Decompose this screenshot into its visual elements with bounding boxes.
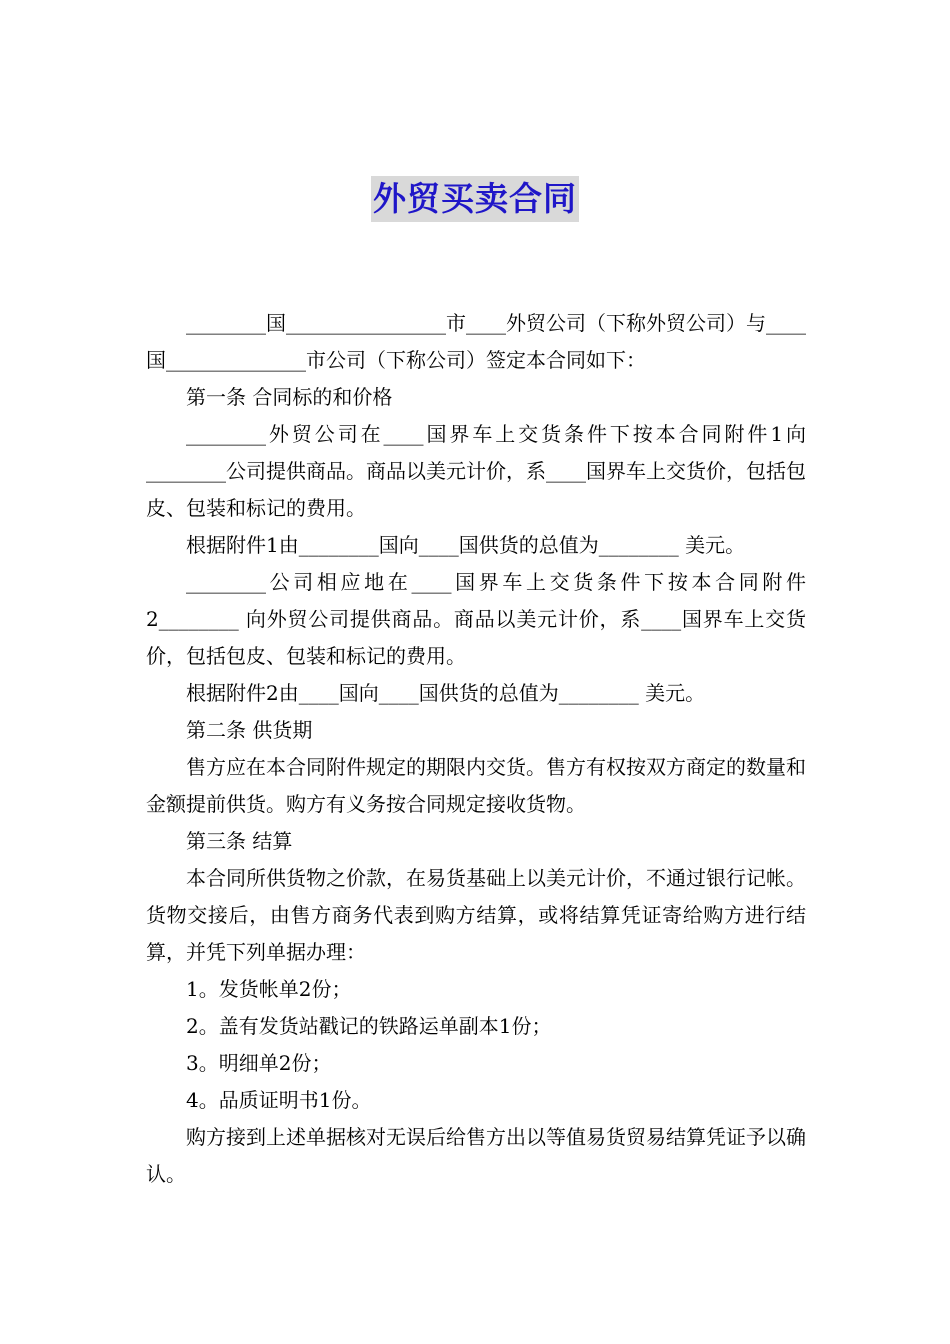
title-block (0, 176, 950, 222)
article-3-paragraph: 本合同所供货物之价款，在易货基础上以美元计价，不通过银行记帐。货物交接后，由售方商务代表到购方结算，或将结算凭证寄给购方进行结算，并凭下列单据办理： (146, 866, 806, 964)
article-1-heading: 第一条 合同标的和价格 (186, 385, 393, 409)
article-2-paragraph: 售方应在本合同附件规定的期限内交货。售方有权按双方商定的数量和金额提前供货。购方有义务按合同规定接收货物。 (146, 755, 806, 816)
document-list-item: 1。发货帐单2份； (186, 977, 352, 1001)
article-3-heading: 第三条 结算 (186, 829, 293, 853)
article-1-paragraph-4: 根据附件2由____国向____国供货的总值为________ 美元。 (186, 681, 706, 705)
document-list-item: 3。明细单2份； (186, 1051, 332, 1075)
article-3-closing-paragraph: 购方接到上述单据核对无误后给售方出以等值易货贸易结算凭证予以确认。 (146, 1125, 806, 1186)
article-1-paragraph-3: ________公司相应地在____国界车上交货条件下按本合同附件2________ 向外贸公司提供商品。商品以美元计价，系____国界车上交货价，包括包皮、包装和标记的费用。 (146, 570, 806, 668)
article-1-paragraph-2: 根据附件1由________国向____国供货的总值为________ 美元。 (186, 533, 746, 557)
document-title: 外贸买卖合同 (371, 176, 579, 222)
article-1-paragraph-1: ________外贸公司在____国界车上交货条件下按本合同附件1向________公司提供商品。商品以美元计价，系____国界车上交货价，包括包皮、包装和标记的费用。 (146, 422, 806, 520)
document-body (146, 305, 806, 1193)
intro-paragraph: ________国________________市____外贸公司（下称外贸公司）与____国______________市公司（下称公司）签定本合同如下： (146, 311, 806, 372)
document-list-item: 2。盖有发货站戳记的铁路运单副本1份； (186, 1014, 552, 1038)
article-2-heading: 第二条 供货期 (186, 718, 313, 742)
document-list-item: 4。品质证明书1份。 (186, 1088, 372, 1112)
